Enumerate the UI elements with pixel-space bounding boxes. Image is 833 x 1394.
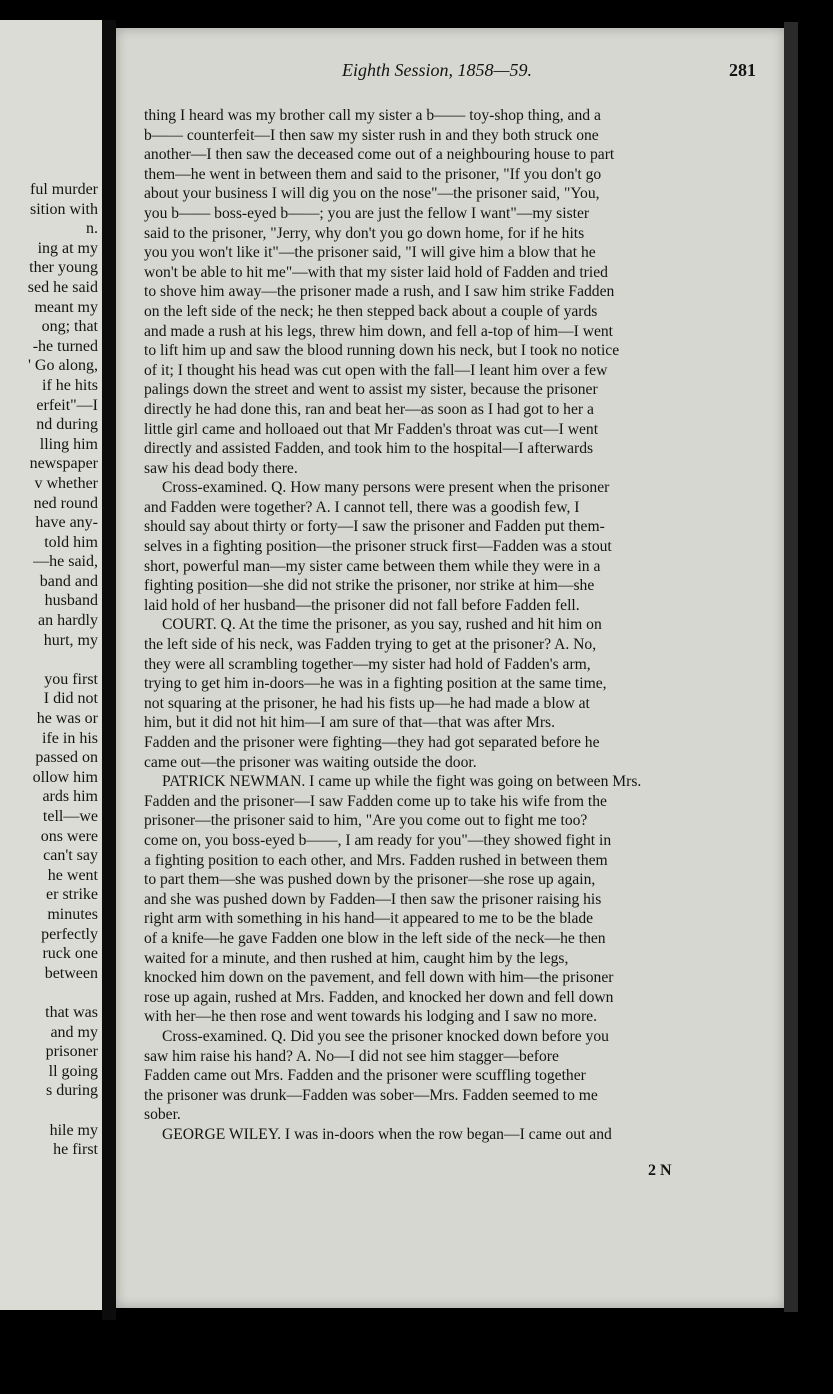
left-fragment-line: tell—we — [42, 808, 98, 825]
body-line: rose up again, rushed at Mrs. Fadden, and knocked her down and fell down — [144, 988, 614, 1006]
body-line: came out—the prisoner was waiting outside the door. — [144, 753, 477, 771]
body-line: PATRICK NEWMAN. I came up while the fight was going on between Mrs. — [162, 773, 642, 791]
body-line: Fadden came out Mrs. Fadden and the prisoner were scuffling together — [144, 1067, 586, 1085]
left-fragment-line: ll going — [48, 1062, 98, 1080]
body-line: to lift him up and saw the blood running down his neck, but I took no notice — [144, 342, 620, 360]
left-fragment-line — [2, 650, 98, 670]
body-line: with her—he then rose and went towards his lodging and I saw no more. — [144, 1008, 597, 1026]
left-fragment-line: n. — [86, 220, 98, 238]
page-header — [116, 60, 756, 84]
left-fragment-line: perfectly — [41, 925, 98, 943]
running-title: Eighth Session, 1858—59. — [342, 60, 533, 80]
left-fragment-line: ruck one — [42, 945, 98, 963]
left-fragment-line: erfeit"—I — [36, 396, 98, 414]
body-line: directly and assisted Fadden, and took him to the hospital—I afterwards — [144, 440, 594, 458]
left-fragment-line: an hardly — [38, 612, 98, 630]
left-fragment-line — [2, 1101, 98, 1121]
left-fragment-line: ful murder — [30, 181, 98, 198]
left-fragment-line: sition with — [29, 200, 98, 218]
body-line: prisoner—the prisoner said to him, "Are you come out to fight me too? — [144, 812, 588, 830]
right-page-edge — [784, 22, 798, 1312]
left-fragment-line: s during — [46, 1082, 98, 1100]
left-fragment-line: ong; that — [41, 318, 98, 336]
body-line: not squaring at the prisoner, he had his fists up—he had made a blow at — [144, 694, 590, 712]
body-line: knocked him down on the pavement, and fell down with him—the prisoner — [144, 969, 614, 987]
body-line: of a knife—he gave Fadden one blow in the left side of the neck—he then — [144, 929, 606, 947]
left-fragment-line: husband — [44, 592, 98, 610]
left-fragment-line: —he said, — [33, 553, 98, 571]
left-fragment-line: that was — [45, 1003, 98, 1021]
left-fragment-line: he first — [53, 1141, 98, 1159]
left-fragment-line: newspaper — [29, 455, 98, 473]
left-fragment-line: hile my — [49, 1121, 98, 1139]
left-page-edge — [0, 20, 102, 1310]
left-fragment-line: and my — [50, 1023, 98, 1041]
body-line: Cross-examined. Q. Did you see the prisoner knocked down before you — [162, 1027, 609, 1045]
left-fragment-line: told him — [44, 533, 98, 551]
body-line: Cross-examined. Q. How many persons were present when the prisoner — [162, 479, 610, 497]
body-line: selves in a fighting position—the prisoner struck first—Fadden was a stout — [144, 538, 612, 556]
book-gutter — [102, 20, 116, 1320]
body-line: about your business I will dig you on the nose"—the prisoner said, "You, — [144, 185, 600, 203]
body-line: should say about thirty or forty—I saw the prisoner and Fadden put them- — [144, 518, 605, 536]
body-line: saw his dead body there. — [144, 459, 298, 477]
body-line: short, powerful man—my sister came between them while they were in a — [144, 557, 601, 575]
body-line: to shove him away—the prisoner made a rush, and I saw him strike Fadden — [144, 283, 615, 301]
body-line: Fadden and the prisoner—I saw Fadden come up to take his wife from the — [144, 792, 607, 810]
left-fragment-line: sed he said — [27, 278, 98, 296]
left-fragment-line: ther young — [29, 259, 98, 277]
body-line: the prisoner was drunk—Fadden was sober—Mrs. Fadden seemed to me — [144, 1086, 598, 1104]
left-fragment-line: meant my — [34, 298, 98, 316]
left-fragment-line: between — [44, 964, 98, 982]
body-line: saw him raise his hand? A. No—I did not see him stagger—before — [144, 1047, 559, 1065]
left-fragment-line: band and — [39, 572, 98, 590]
left-fragment-line: er strike — [46, 886, 98, 904]
left-fragment-line: ned round — [33, 494, 98, 512]
body-line: palings down the street and went to assist my sister, because the prisoner — [144, 381, 598, 399]
body-line: a fighting position to each other, and Mrs. Fadden rushed in between them — [144, 851, 608, 869]
body-line: and Fadden were together? A. I cannot tell, there was a goodish few, I — [144, 498, 580, 516]
body-line: fighting position—she did not strike the prisoner, nor strike at him—she — [144, 577, 595, 595]
left-fragment-line: have any- — [35, 514, 98, 532]
body-line: right arm with something in his hand—it appeared to me to be the blade — [144, 910, 594, 928]
left-fragment-line: -he turned — [32, 337, 98, 355]
left-fragment-line: you first — [44, 670, 98, 688]
left-page-text-fragments — [2, 180, 98, 1160]
left-fragment-line: v whether — [34, 474, 98, 492]
body-line: directly he had done this, ran and beat her—as soon as I had got to her a — [144, 400, 594, 418]
left-fragment-line: nd during — [36, 416, 98, 434]
left-fragment-line: lling him — [39, 435, 98, 453]
body-line: little girl came and holloaed out that Mr Fadden's throat was cut—I went — [144, 420, 599, 438]
body-line: trying to get him in-doors—he was in a fighting position at the same time, — [144, 675, 607, 693]
page-number: 281 — [729, 60, 756, 80]
left-fragment-line: passed on — [35, 749, 98, 767]
left-fragment-line: ing at my — [37, 239, 98, 257]
left-fragment-line: ards him — [42, 788, 98, 806]
left-fragment-line: ife in his — [42, 729, 98, 747]
left-fragment-line: ' Go along, — [28, 357, 98, 375]
body-line: the left side of his neck, was Fadden trying to get at the prisoner? A. No, — [144, 636, 597, 654]
body-line: another—I then saw the deceased come out of a neighbouring house to part — [144, 146, 615, 164]
body-line: you you won't like it"—the prisoner said, "I will give him a blow that he — [144, 244, 596, 262]
left-fragment-line: ons were — [40, 827, 98, 845]
left-fragment-line: if he hits — [42, 376, 98, 394]
body-line: to part them—she was pushed down by the prisoner—she rose up again, — [144, 871, 596, 889]
body-line: laid hold of her husband—the prisoner did not fall before Fadden fell. — [144, 596, 580, 614]
body-line: and she was pushed down by Fadden—I then saw the prisoner raising his — [144, 890, 602, 908]
body-line: on the left side of the neck; he then stepped back about a couple of yards — [144, 302, 598, 320]
body-line: waited for a minute, and then rushed at him, caught him by the legs, — [144, 949, 569, 967]
left-fragment-line: can't say — [43, 847, 98, 865]
body-line: GEORGE WILEY. I was in-doors when the row began—I came out and — [162, 1125, 612, 1143]
body-line: said to the prisoner, "Jerry, why don't you go down home, for if he hits — [144, 224, 585, 242]
body-line: you b—— boss-eyed b——; you are just the fellow I want"—my sister — [144, 204, 590, 222]
left-fragment-line — [2, 983, 98, 1003]
left-fragment-line: prisoner — [45, 1043, 98, 1061]
body-line: won't be able to hit me"—with that my sister laid hold of Fadden and tried — [144, 263, 608, 281]
left-fragment-line: I did not — [43, 690, 98, 708]
body-line: and made a rush at his legs, threw him down, and fell a-top of him—I went — [144, 322, 614, 340]
left-fragment-line: minutes — [47, 905, 98, 923]
signature-mark: 2 N — [648, 1162, 672, 1179]
right-page — [116, 28, 784, 1308]
body-line: come on, you boss-eyed b——, I am ready for you"—they showed fight in — [144, 831, 612, 849]
left-fragment-line: he went — [47, 866, 98, 884]
body-line: him, but it did not hit him—I am sure of that—that was after Mrs. — [144, 714, 556, 732]
body-line: Fadden and the prisoner were fighting—they had got separated before he — [144, 734, 600, 751]
body-text — [144, 106, 756, 1144]
left-fragment-line: he was or — [36, 710, 98, 728]
body-line: they were all scrambling together—my sister had hold of Fadden's arm, — [144, 655, 591, 673]
left-fragment-line: hurt, my — [43, 631, 98, 649]
body-line: COURT. Q. At the time the prisoner, as you say, rushed and hit him on — [162, 616, 602, 634]
body-line: them—he went in between them and said to the prisoner, "If you don't go — [144, 165, 602, 183]
body-line: of it; I thought his head was cut open with the fall—I leant him over a few — [144, 361, 608, 379]
body-line: thing I heard was my brother call my sister a b—— toy-shop thing, and a — [144, 107, 601, 124]
body-line: b—— counterfeit—I then saw my sister rush in and they both struck one — [144, 126, 599, 144]
left-fragment-line: ollow him — [32, 768, 98, 786]
body-line: sober. — [144, 1106, 181, 1124]
